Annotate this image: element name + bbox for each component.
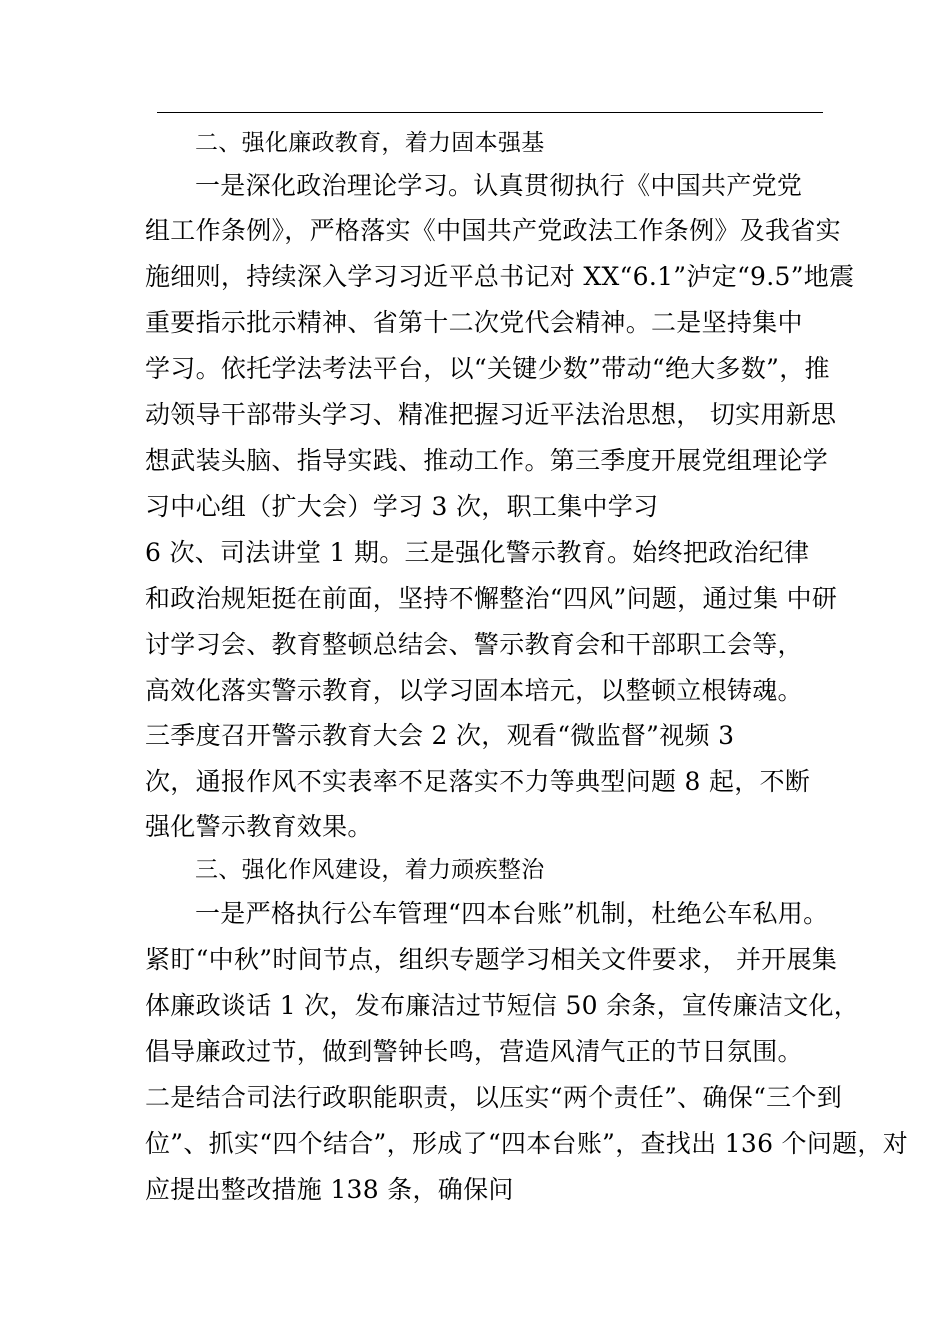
paragraph-line: 倡导廉政过节，做到警钟长鸣，营造风清气正的节日氛围。 xyxy=(145,1037,803,1066)
paragraph-line: 位”、抓实“四个结合”，形成了“四本台账”，查找出 136 个问题，对 xyxy=(145,1129,909,1158)
paragraph-line: 体廉政谈话 1 次，发布廉洁过节短信 50 余条，宣传廉洁文化， xyxy=(145,991,860,1020)
paragraph-line: 紧盯“中秋”时间节点，组织专题学习相关文件要求， 并开展集 xyxy=(145,945,838,974)
paragraph-line: 想武装头脑、指导实践、推动工作。第三季度开展党组理论学 xyxy=(145,446,829,475)
paragraph-line: 次，通报作风不实表率不足落实不力等典型问题 8 起，不断 xyxy=(145,767,811,796)
paragraph-line: 三季度召开警示教育大会 2 次，观看“微监督”视频 3 xyxy=(145,721,735,750)
paragraph-line: 一是严格执行公车管理“四本台账”机制，杜绝公车私用。 xyxy=(195,899,829,928)
header-rule xyxy=(157,112,823,113)
paragraph-line: 强化警示教育效果。 xyxy=(145,812,373,841)
section-heading-3: 三、强化作风建设，着力顽疾整治 xyxy=(195,857,545,883)
section-heading-2: 二、强化廉政教育，着力固本强基 xyxy=(195,130,545,156)
paragraph-line: 6 次、司法讲堂 1 期。三是强化警示教育。始终把政治纪律 xyxy=(145,538,810,567)
paragraph-line: 组工作条例》，严格落实《中国共产党政法工作条例》及我省实 xyxy=(145,216,841,245)
paragraph-line: 高效化落实警示教育，以学习固本培元，以整顿立根铸魂。 xyxy=(145,676,803,705)
paragraph-line: 重要指示批示精神、省第十二次党代会精神。二是坚持集中 xyxy=(145,308,803,337)
paragraph-line: 一是深化政治理论学习。认真贯彻执行《中国共产党党 xyxy=(195,171,803,200)
paragraph-line: 和政治规矩挺在前面，坚持不懈整治“四风”问题，通过集 中研 xyxy=(145,584,838,613)
paragraph-line: 讨学习会、教育整顿总结会、警示教育会和干部职工会等， xyxy=(145,630,803,659)
paragraph-line: 施细则，持续深入学习习近平总书记对 XX“6.1”泸定“9.5”地震 xyxy=(145,262,855,291)
paragraph-line: 应提出整改措施 138 条，确保问 xyxy=(145,1175,514,1204)
paragraph-line: 二是结合司法行政职能职责，以压实“两个责任”、确保“三个到 xyxy=(145,1083,843,1112)
paragraph-line: 动领导干部带头学习、精准把握习近平法治思想， 切实用新思 xyxy=(145,400,837,429)
paragraph-line: 学习。依托学法考法平台，以“关键少数”带动“绝大多数”，推 xyxy=(145,354,830,383)
paragraph-line: 习中心组（扩大会）学习 3 次，职工集中学习 xyxy=(145,492,659,521)
